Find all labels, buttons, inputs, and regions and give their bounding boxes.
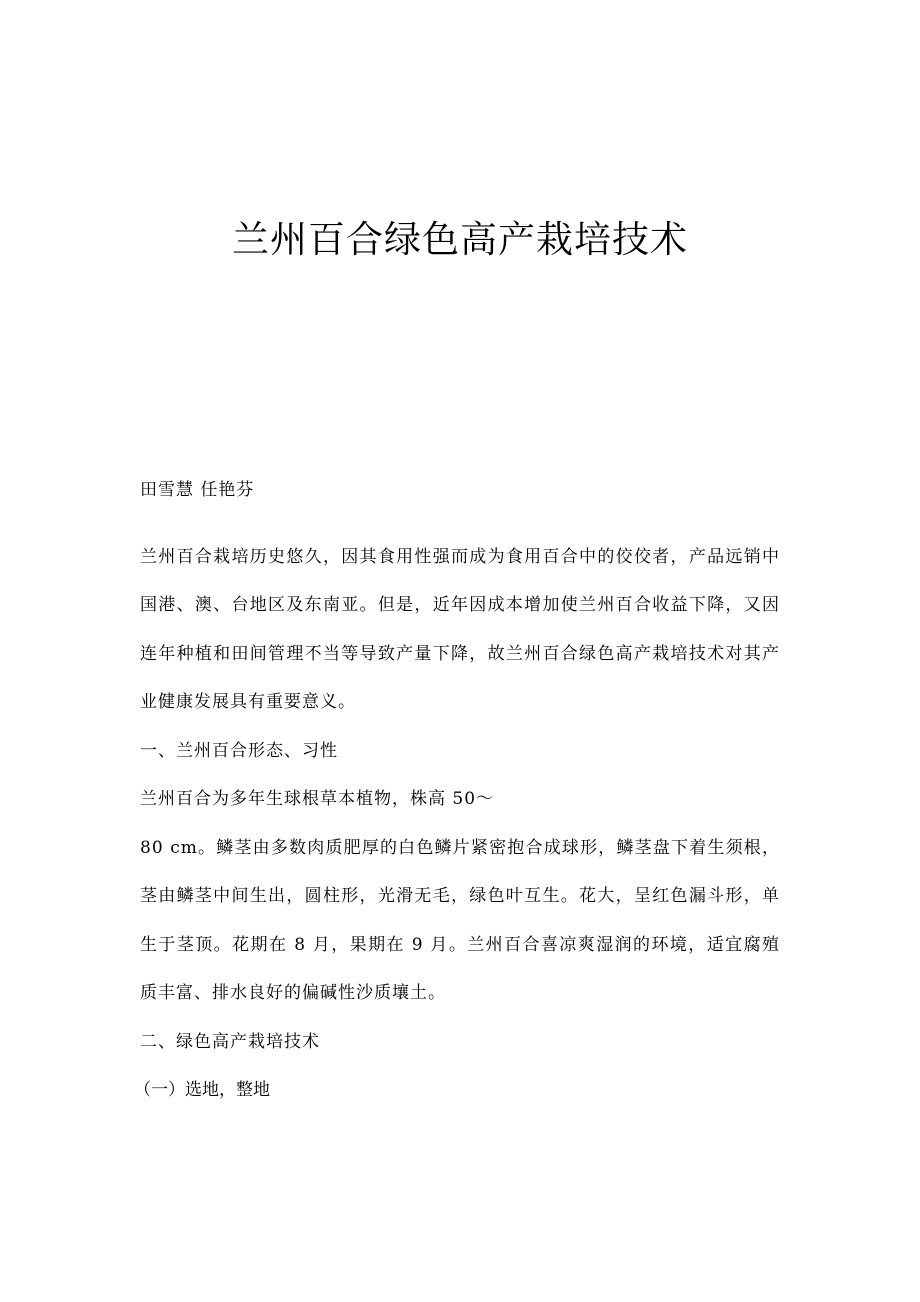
paragraph-morphology: 80 cm。鳞茎由多数肉质肥厚的白色鳞片紧密抱合成球形，鳞茎盘下着生须根，茎由鳞茎中间生出，圆柱形，光滑无毛，绿色叶互生。花大，呈红色漏斗形，单生于茎顶。花期在 8 月，果期在 9 月。兰州百合喜凉爽湿润的环境，适宜腐殖质丰富、排水良好的偏碱性沙质壤土。	[140, 837, 780, 1003]
document-body	[134, 466, 780, 1115]
section-heading-2: 二、绿色高产栽培技术	[140, 1031, 320, 1052]
paragraph-morphology-start: 兰州百合为多年生球根草本植物，株高 50～	[140, 789, 495, 809]
section-heading-1: 一、兰州百合形态、习性	[140, 740, 338, 761]
subsection-heading-1: （一）选地，整地	[134, 1080, 270, 1100]
paragraph-intro: 兰州百合栽培历史悠久，因其食用性强而成为食用百合中的佼佼者，产品远销中国港、澳、台地区及东南亚。但是，近年因成本增加使兰州百合收益下降，又因连年种植和田间管理不当等导致产量下降，故兰州百合绿色高产栽培技术对其产业健康发展具有重要意义。	[140, 546, 780, 712]
author-line: 田雪慧 任艳芬	[140, 480, 255, 500]
document-title: 兰州百合绿色高产栽培技术	[232, 218, 688, 261]
